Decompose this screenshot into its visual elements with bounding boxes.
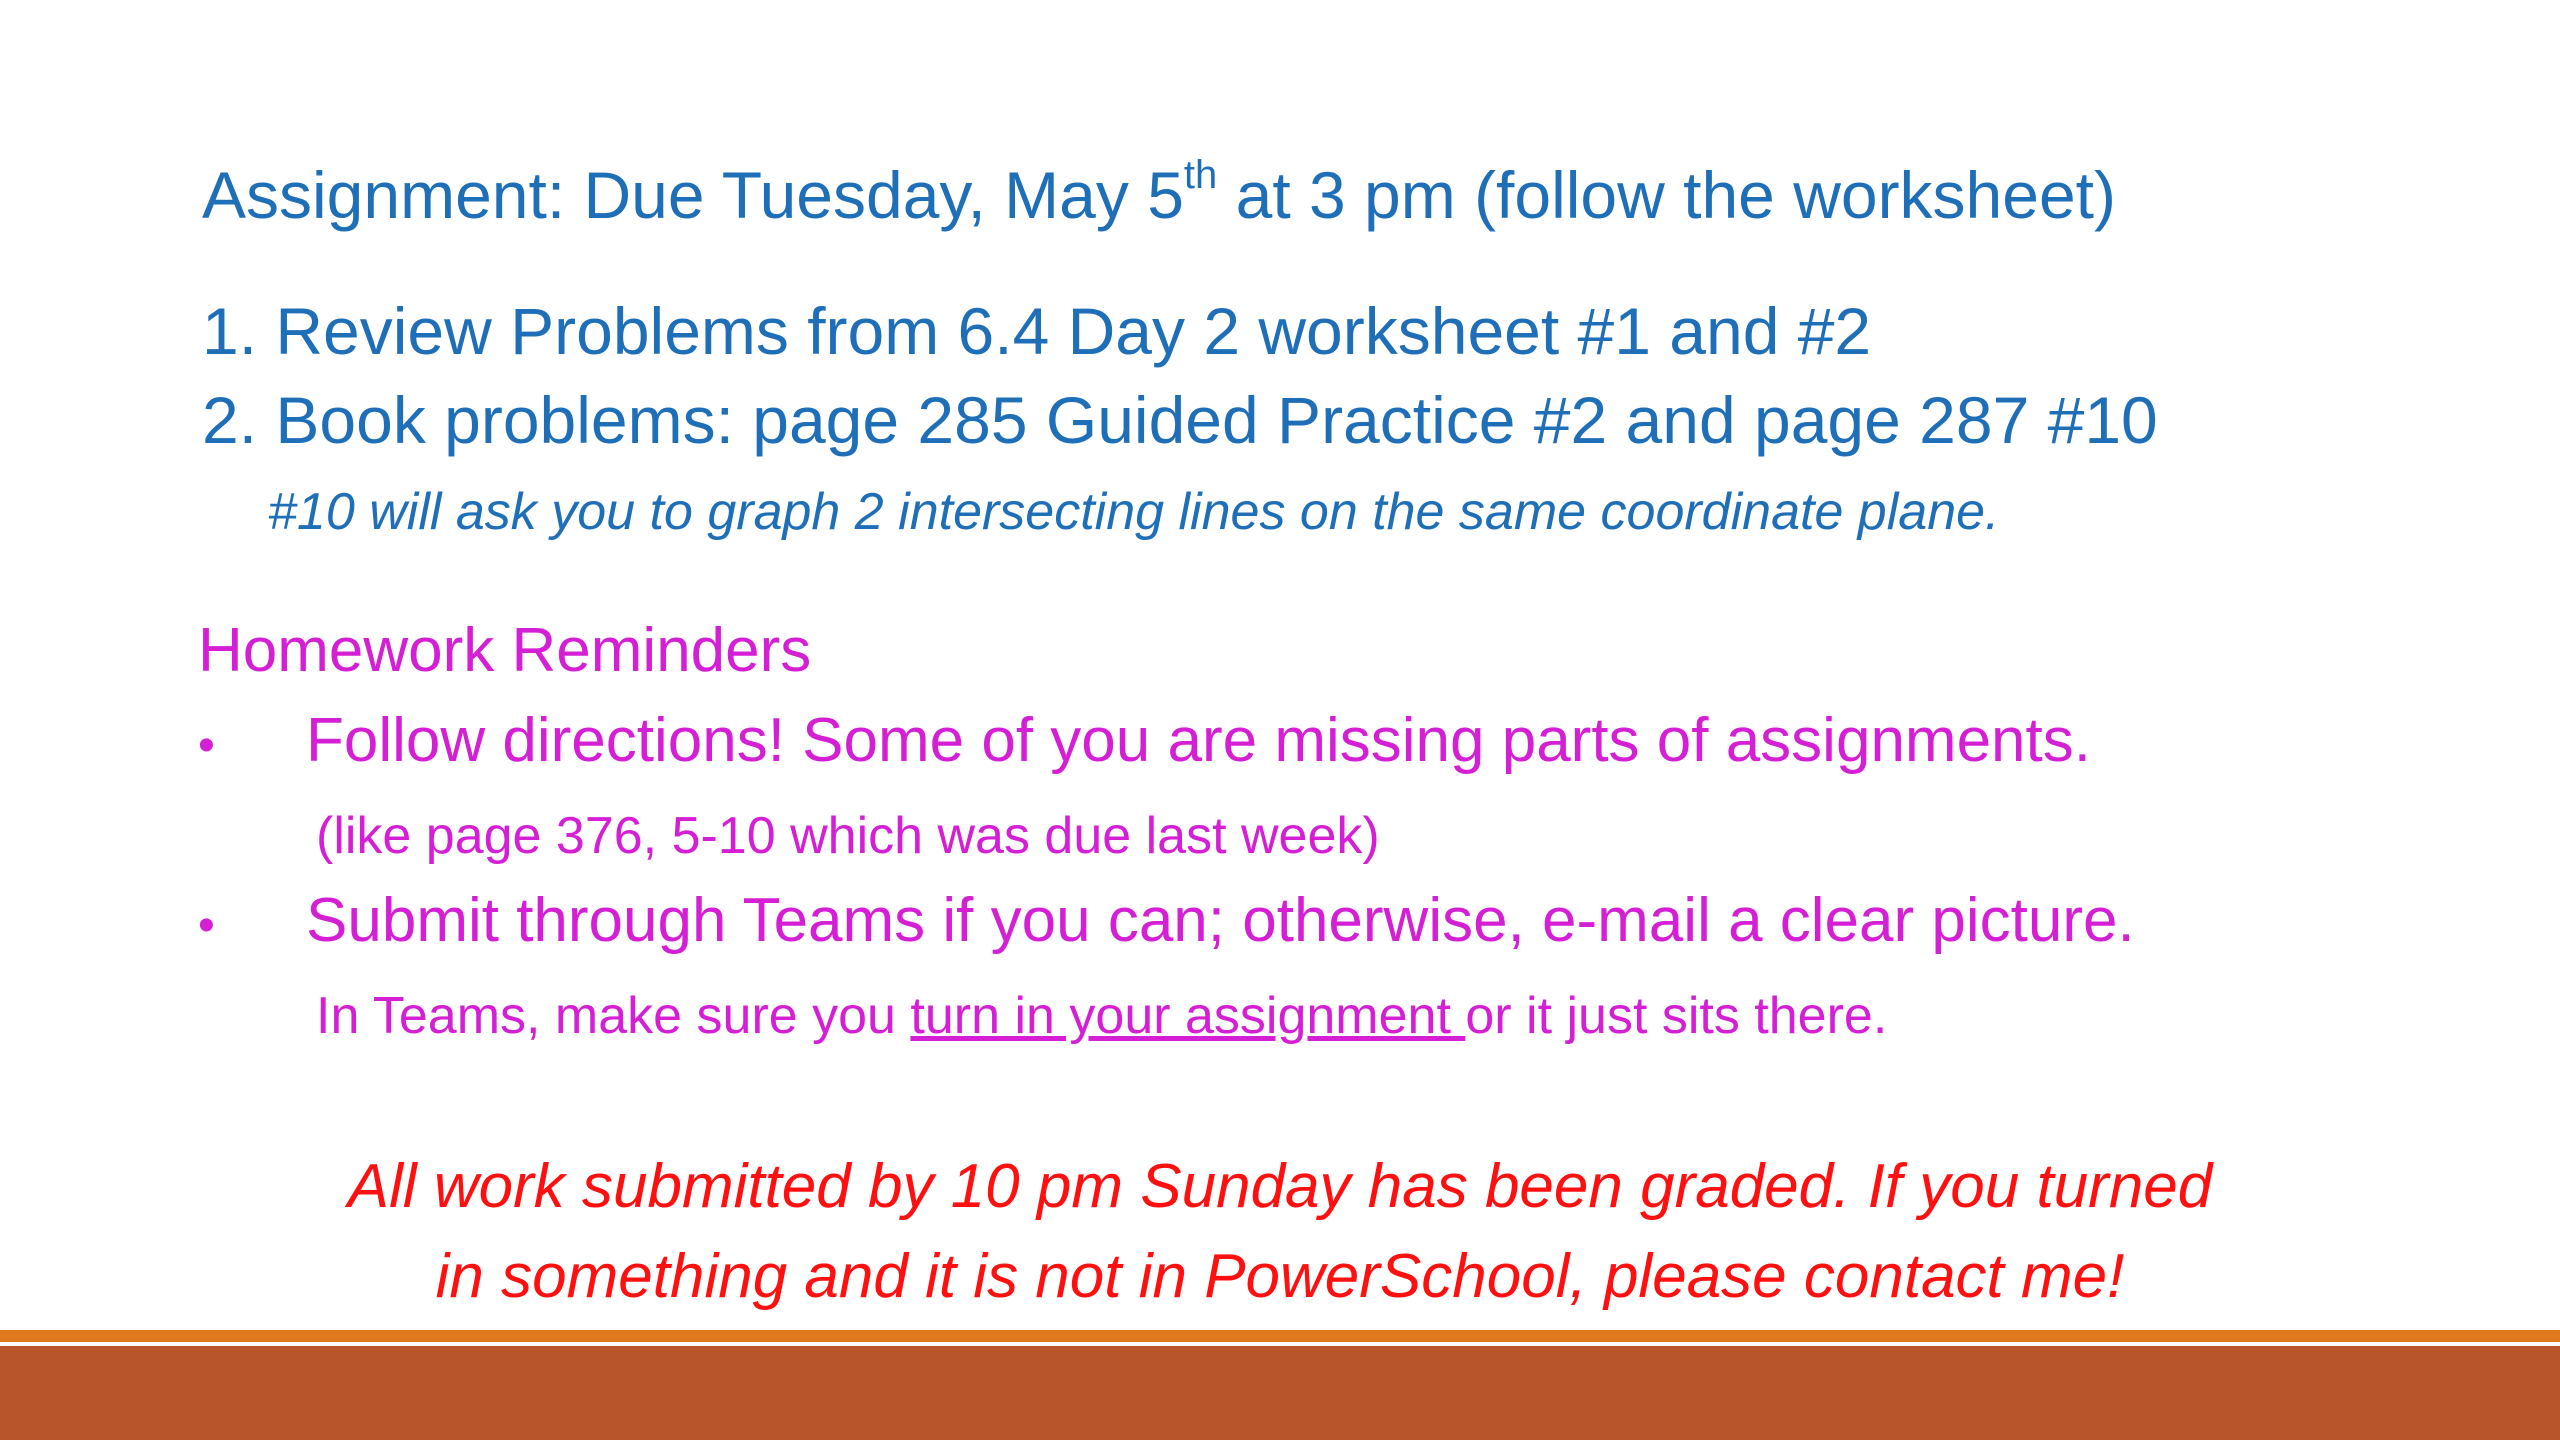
assignment-heading: [202, 153, 2116, 232]
assignment-superscript: th: [1183, 153, 1218, 197]
grading-notice-line-1: All work submitted by 10 pm Sunday has been graded. If you turned: [347, 1152, 2213, 1221]
reminder-submit-teams-detail: [316, 987, 1888, 1045]
grading-notice: [0, 1142, 2560, 1322]
assignment-prefix: Assignment: Due Tuesday, May 5: [202, 158, 1184, 232]
reminder-submit-teams: Submit through Teams if you can; otherwise, e-mail a clear picture.: [306, 886, 2135, 955]
teams-detail-before: In Teams, make sure you: [316, 987, 911, 1045]
footer-bar: [0, 1346, 2560, 1440]
footer-accent-stripe: [0, 1330, 2560, 1342]
assignment-item-1: 1. Review Problems from 6.4 Day 2 worksheet #1 and #2: [202, 294, 1872, 368]
bullet-icon: •: [198, 719, 215, 772]
grading-notice-line-2: in something and it is not in PowerSchool, please contact me!: [435, 1242, 2125, 1311]
turn-in-assignment-underlined: turn in your assignment: [910, 987, 1466, 1045]
teams-detail-after: or it just sits there.: [1465, 987, 1888, 1045]
assignment-suffix: at 3 pm (follow the worksheet): [1217, 158, 2116, 232]
assignment-note: #10 will ask you to graph 2 intersecting lines on the same coordinate plane.: [268, 483, 2000, 541]
homework-reminders-title: Homework Reminders: [198, 616, 812, 685]
assignment-item-2: 2. Book problems: page 285 Guided Practice #2 and page 287 #10: [202, 383, 2158, 457]
reminder-follow-directions-detail: (like page 376, 5-10 which was due last week): [316, 807, 1380, 865]
reminder-follow-directions: Follow directions! Some of you are missing parts of assignments.: [306, 706, 2091, 775]
bullet-icon: •: [198, 899, 215, 952]
